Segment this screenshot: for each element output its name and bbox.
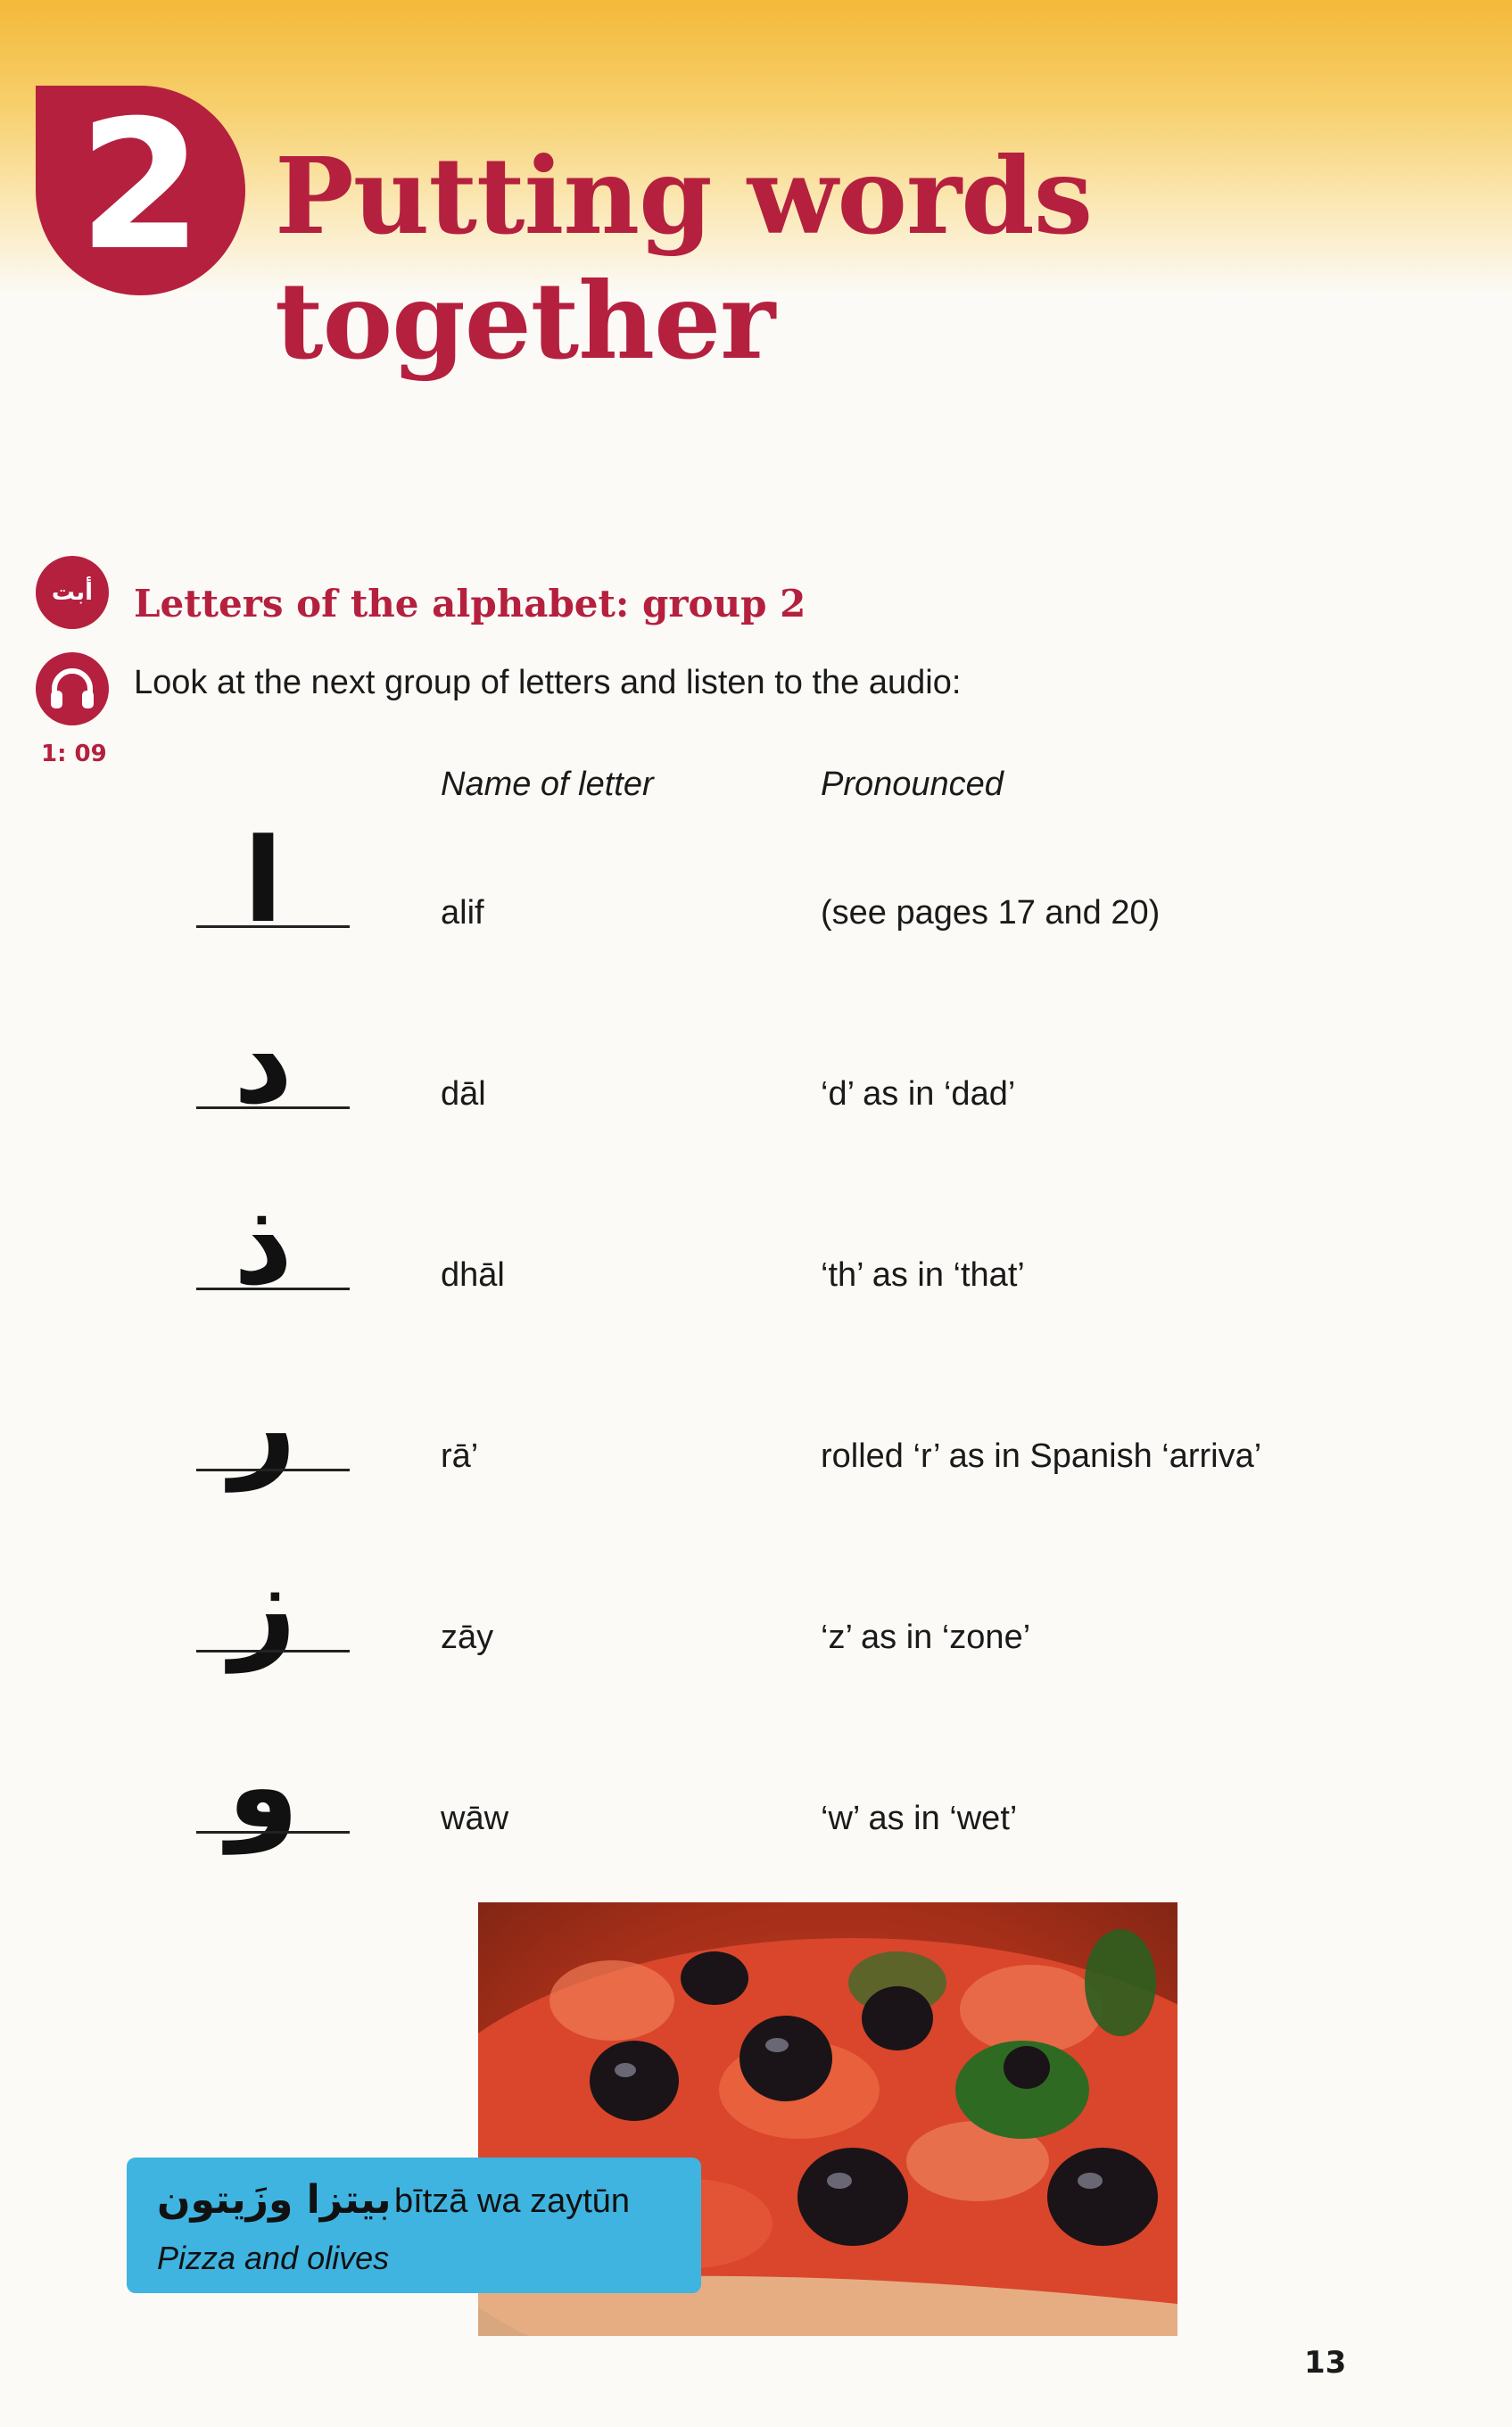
- instruction-text: Look at the next group of letters and listen to the audio:: [134, 664, 962, 701]
- letter-glyph: ذ: [233, 1175, 293, 1311]
- letter-name: dhāl: [441, 1256, 505, 1294]
- letter-pronunciation: ‘d’ as in ‘dad’: [821, 1075, 1016, 1113]
- caption-transliteration: bītzā wa zaytūn: [394, 2183, 631, 2220]
- writing-baseline: [196, 1469, 350, 1471]
- letter-row-dal: [0, 994, 1512, 1154]
- section-heading: Letters of the alphabet: group 2: [134, 582, 806, 625]
- letter-glyph: د: [233, 994, 293, 1130]
- writing-baseline: [196, 1288, 350, 1290]
- photo-caption: [127, 2158, 701, 2293]
- letter-row-ra: [0, 1356, 1512, 1516]
- letter-glyph-box: [187, 813, 339, 955]
- letter-row-waw: [0, 1719, 1512, 1878]
- letter-name: wāw: [441, 1800, 509, 1837]
- letter-glyph: ز: [229, 1537, 297, 1673]
- letter-pronunciation: ‘th’ as in ‘that’: [821, 1256, 1025, 1294]
- caption-english: Pizza and olives: [157, 2240, 390, 2276]
- letter-row-dhal: [0, 1175, 1512, 1335]
- letter-glyph-box: [187, 1719, 339, 1860]
- writing-baseline: [196, 925, 350, 928]
- column-header-name: Name of letter: [441, 766, 654, 803]
- letter-name: rā’: [441, 1437, 479, 1475]
- letter-glyph: ر: [229, 1356, 297, 1492]
- letter-pronunciation: ‘w’ as in ‘wet’: [821, 1800, 1018, 1837]
- alphabet-icon: [36, 556, 109, 629]
- letter-pronunciation: rolled ‘r’ as in Spanish ‘arriva’: [821, 1437, 1262, 1475]
- chapter-badge: [36, 81, 245, 295]
- chapter-title: Putting words together: [275, 134, 1093, 383]
- caption-arabic: بيتزا وزَيتون: [157, 2177, 392, 2223]
- writing-baseline: [196, 1106, 350, 1109]
- headphones-glyph: [49, 667, 95, 710]
- column-header-pronounced: Pronounced: [821, 766, 1004, 803]
- writing-baseline: [196, 1831, 350, 1834]
- letter-glyph: و: [227, 1719, 300, 1854]
- letter-glyph-box: [187, 1175, 339, 1317]
- writing-baseline: [196, 1650, 350, 1653]
- chapter-number: 2: [78, 81, 203, 290]
- letter-name: zāy: [441, 1619, 494, 1656]
- letter-glyph-box: [187, 1356, 339, 1498]
- audio-track-number: 1: 09: [41, 741, 107, 767]
- letter-pronunciation: (see pages 17 and 20): [821, 894, 1161, 932]
- letter-glyph-box: [187, 1537, 339, 1679]
- letter-glyph-box: [187, 994, 339, 1136]
- page-number: 13: [1304, 2345, 1347, 2381]
- letter-row-alif: [0, 813, 1512, 973]
- alphabet-icon-label: أبت: [51, 579, 94, 606]
- letter-pronunciation: ‘z’ as in ‘zone’: [821, 1619, 1031, 1656]
- letter-name: alif: [441, 894, 484, 932]
- letter-name: dāl: [441, 1075, 486, 1113]
- letter-row-zay: [0, 1537, 1512, 1697]
- headphones-icon[interactable]: [36, 652, 109, 725]
- letter-glyph: ا: [243, 813, 284, 948]
